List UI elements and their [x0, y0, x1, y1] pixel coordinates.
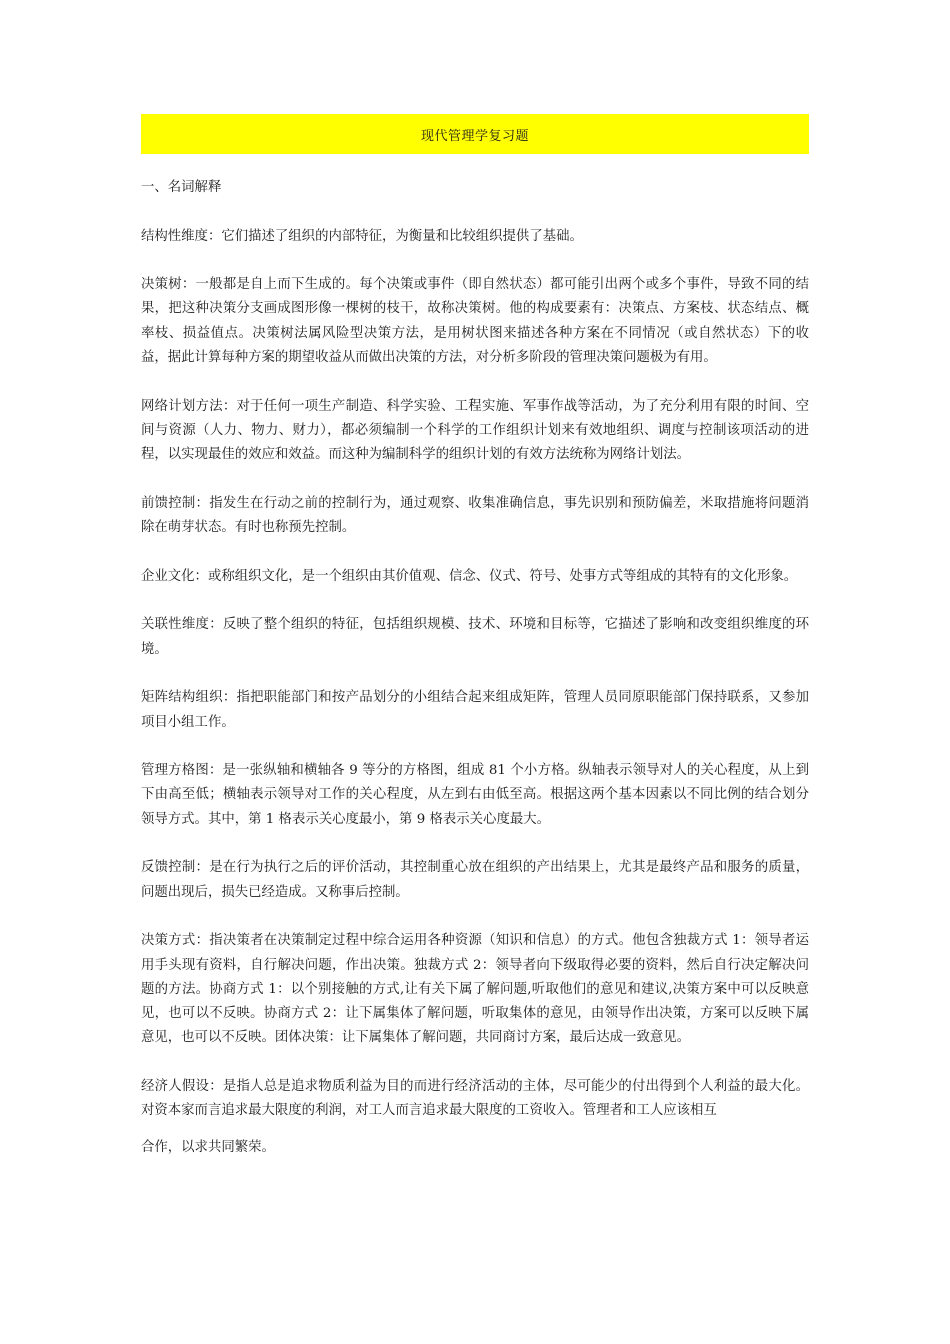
term-contextual-dimension: 关联性维度：反映了整个组织的特征，包括组织规模、技术、环境和目标等，它描述了影响和改变组织维度的环境。 [141, 617, 809, 657]
document-body [141, 176, 809, 1184]
term-network-planning: 网络计划方法：对于任何一项生产制造、科学实验、工程实施、军事作战等活动，为了充分利用有限的时间、空间与资源（人力、物力、财力），都必须编制一个科学的工作组织计划来有效地组织、调度与控制该项活动的进程，以实现最佳的效应和效益。而这种为编制科学的组织计划的有效方法统称为网络计划法。 [141, 398, 809, 463]
term-managerial-grid: 管理方格图：是一张纵轴和横轴各 9 等分的方格图，组成 81 个小方格。纵轴表示领导对人的关心程度，从上到下由高至低；横轴表示领导对工作的关心程度，从左到右由低至高。根据这两个基本因素以不同比例的结合划分领导方式。其中，第 1 格表示关心度最小，第 9 格表示关心度最大。 [141, 763, 809, 827]
term-matrix-structure: 矩阵结构组织：指把职能部门和按产品划分的小组结合起来组成矩阵，管理人员同原职能部门保持联系，又参加项目小组工作。 [141, 690, 809, 730]
term-economic-man: 经济人假设：是指人总是追求物质利益为目的而进行经济活动的主体，尽可能少的付出得到个人利益的最大化。对资本家而言追求最大限度的利润，对工人而言追求最大限度的工资收入。管理者和工人应该相互 [141, 1078, 809, 1119]
term-decision-style: 决策方式：指决策者在决策制定过程中综合运用各种资源（知识和信息）的方式。他包含独裁方式 1：领导者运用手头现有资料，自行解决问题，作出决策。独裁方式 2：领导者向下级取得必要的资料，然后自行决定解决问题的方法。协商方式 1：以个别接触的方式,让有关下属了解问题,听取他们的意见和建议,决策方案中可以反映意见，也可以不反映。协商方式 2：让下属集体了解问题，听取集体的意见，由领导作出决策，方案可以反映下属意见，也可以不反映。团体决策：让下属集体了解问题，共同商讨方案，最后达成一致意见。 [141, 933, 809, 1046]
term-feedforward-control: 前馈控制：指发生在行动之前的控制行为，通过观察、收集准确信息，事先识别和预防偏差，米取措施将问题消除在萌芽状态。有时也称预先控制。 [141, 495, 809, 536]
term-structural-dimension: 结构性维度：它们描述了组织的内部特征，为衡量和比较组织提供了基础。 [141, 228, 583, 244]
term-feedback-control: 反馈控制：是在行为执行之后的评价活动，其控制重心放在组织的产出结果上，尤其是最终产品和服务的质量，问题出现后，损失已经造成。又称事后控制。 [141, 860, 809, 900]
term-corporate-culture: 企业文化：或称组织文化，是一个组织由其价值观、信念、仪式、符号、处事方式等组成的其特有的文化形象。 [141, 568, 798, 584]
document-title: 现代管理学复习题 [141, 114, 809, 154]
section-heading: 一、名词解释 [141, 180, 222, 195]
term-economic-man-continued: 合作，以求共同繁荣。 [141, 1139, 275, 1155]
term-decision-tree: 决策树：一般都是自上而下生成的。每个决策或事件（即自然状态）都可能引出两个或多个事件，导致不同的结果，把这种决策分支画成图形像一棵树的枝干，故称决策树。他的构成要素有：决策点、方案枝、状态结点、概率枝、损益值点。决策树法属风险型决策方法，是用树状图来描述各种方案在不同情况（或自然状态）下的收益，据此计算每种方案的期望收益从而做出决策的方法，对分析多阶段的管理决策问题极为有用。 [141, 277, 809, 366]
